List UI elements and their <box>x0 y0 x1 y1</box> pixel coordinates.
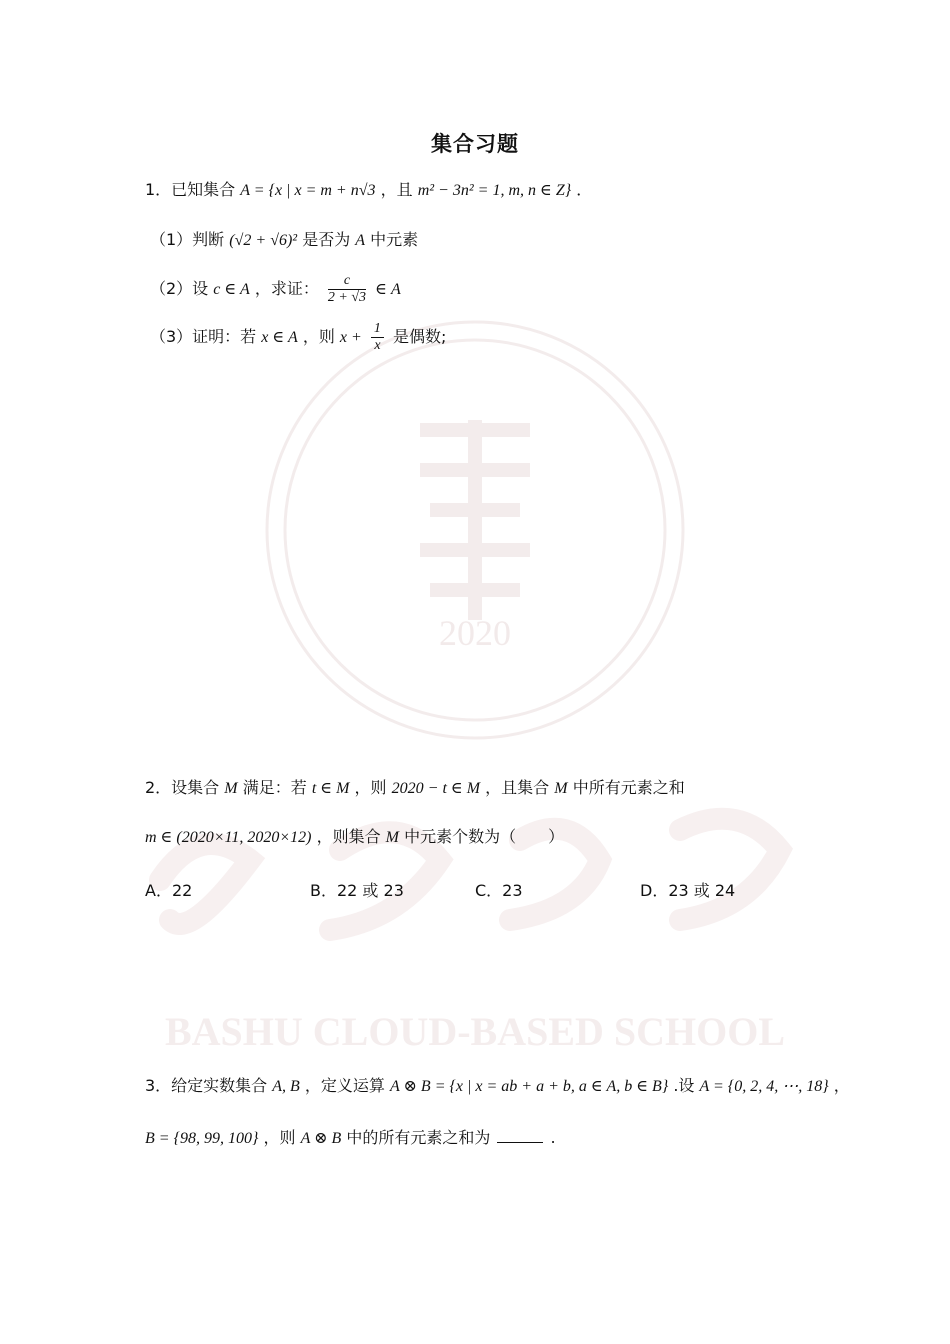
q2-text-a: 2．设集合 <box>145 778 220 797</box>
q1-p1-label: （1）判断 <box>150 230 225 249</box>
q1-p2-numerator: c <box>328 274 366 290</box>
q1-p2-denominator: 2 + √3 <box>327 290 367 305</box>
q1-p1-end: 中元素 <box>370 230 419 249</box>
q1-p2-fraction <box>328 274 366 305</box>
q3-end: . <box>550 1128 556 1147</box>
q2-text-d: ，且集合 <box>485 778 550 797</box>
q1-p3-numerator: 1 <box>371 322 384 338</box>
q1-p3-text: ，则 <box>302 327 335 346</box>
q1-p2-label: （2）设 <box>150 279 209 298</box>
page-title: 集合习题 <box>431 132 519 156</box>
question-3-line-2 <box>145 1128 556 1147</box>
q1-p3-end: 是偶数; <box>393 327 447 346</box>
q2-option-b: B．22 或 23 <box>310 881 404 900</box>
q3-text-a: 3．给定实数集合 <box>145 1076 268 1095</box>
q1-p1-expression: (√2 + √6)² <box>229 232 298 249</box>
q3-set-a: A = {0, 2, 4, ⋯, 18} <box>699 1078 829 1095</box>
q2-option-d: D．23 或 24 <box>640 881 736 900</box>
q1-p1-text: 是否为 <box>302 230 351 249</box>
q1-p3-label: （3）证明：若 <box>150 327 257 346</box>
q2-range: m ∈ (2020×11, 2020×12) <box>145 829 312 846</box>
q1-p1-variable: A <box>355 232 366 249</box>
q1-p2-expression: c ∈ A <box>213 281 250 298</box>
q2-option-c: C．23 <box>475 881 523 900</box>
q2-condition: t ∈ M <box>311 780 350 797</box>
q3-operation-definition: A ⊗ B = {x | x = ab + a + b, a ∈ A, b ∈ B} <box>390 1078 669 1095</box>
q2-text-g: 中元素个数为（ ） <box>404 827 565 846</box>
question-1-part-1 <box>150 232 418 249</box>
question-2-line-1 <box>145 780 685 797</box>
q3-text-f: 中的所有元素之和为 <box>346 1128 491 1147</box>
q3-text-c: .设 <box>673 1076 695 1095</box>
q2-option-a: A．22 <box>145 881 193 900</box>
q3-text-e: ，则 <box>263 1128 296 1147</box>
q1-set-definition: A = {x | x = m + n√3 <box>240 182 376 199</box>
answer-blank[interactable] <box>497 1128 543 1143</box>
q2-text-b: 满足：若 <box>242 778 307 797</box>
q1-p3-x: x + <box>339 329 362 346</box>
q1-p2-tail: ∈ A <box>375 281 401 298</box>
q2-var-m-2: M <box>554 780 568 797</box>
svg-text:BASHU CLOUD-BASED SCHOOL: BASHU CLOUD-BASED SCHOOL <box>164 1009 786 1054</box>
svg-text:2020: 2020 <box>439 613 511 653</box>
question-2-line-2 <box>145 829 564 846</box>
q1-p3-denominator: x <box>374 338 381 353</box>
question-3-line-1 <box>145 1078 850 1095</box>
question-1-part-3 <box>150 322 446 353</box>
q1-end: ． <box>576 180 593 199</box>
q2-text-c: ，则 <box>354 778 387 797</box>
q2-text-f: ，则集合 <box>316 827 381 846</box>
q1-p3-fraction <box>371 322 384 353</box>
q2-var-m: M <box>224 780 238 797</box>
q3-operation: A ⊗ B <box>300 1130 342 1147</box>
q1-separator: ，且 <box>380 180 413 199</box>
q1-condition: m² − 3n² = 1, m, n ∈ Z} <box>417 182 572 199</box>
q3-sets: A, B <box>272 1078 300 1095</box>
question-1-part-2 <box>150 274 401 305</box>
q1-p3-expression: x ∈ A <box>261 329 298 346</box>
q3-text-b: ，定义运算 <box>304 1076 385 1095</box>
q2-expression: 2020 − t ∈ M <box>391 780 481 797</box>
q1-p2-text: ，求证： <box>254 279 319 298</box>
q3-text-d: ， <box>833 1076 850 1095</box>
q2-text-e: 中所有元素之和 <box>572 778 685 797</box>
q2-var-m-3: M <box>385 829 399 846</box>
question-1-stem <box>145 182 592 199</box>
q1-intro: 1．已知集合 <box>145 180 236 199</box>
q3-set-b: B = {98, 99, 100} <box>145 1130 259 1147</box>
